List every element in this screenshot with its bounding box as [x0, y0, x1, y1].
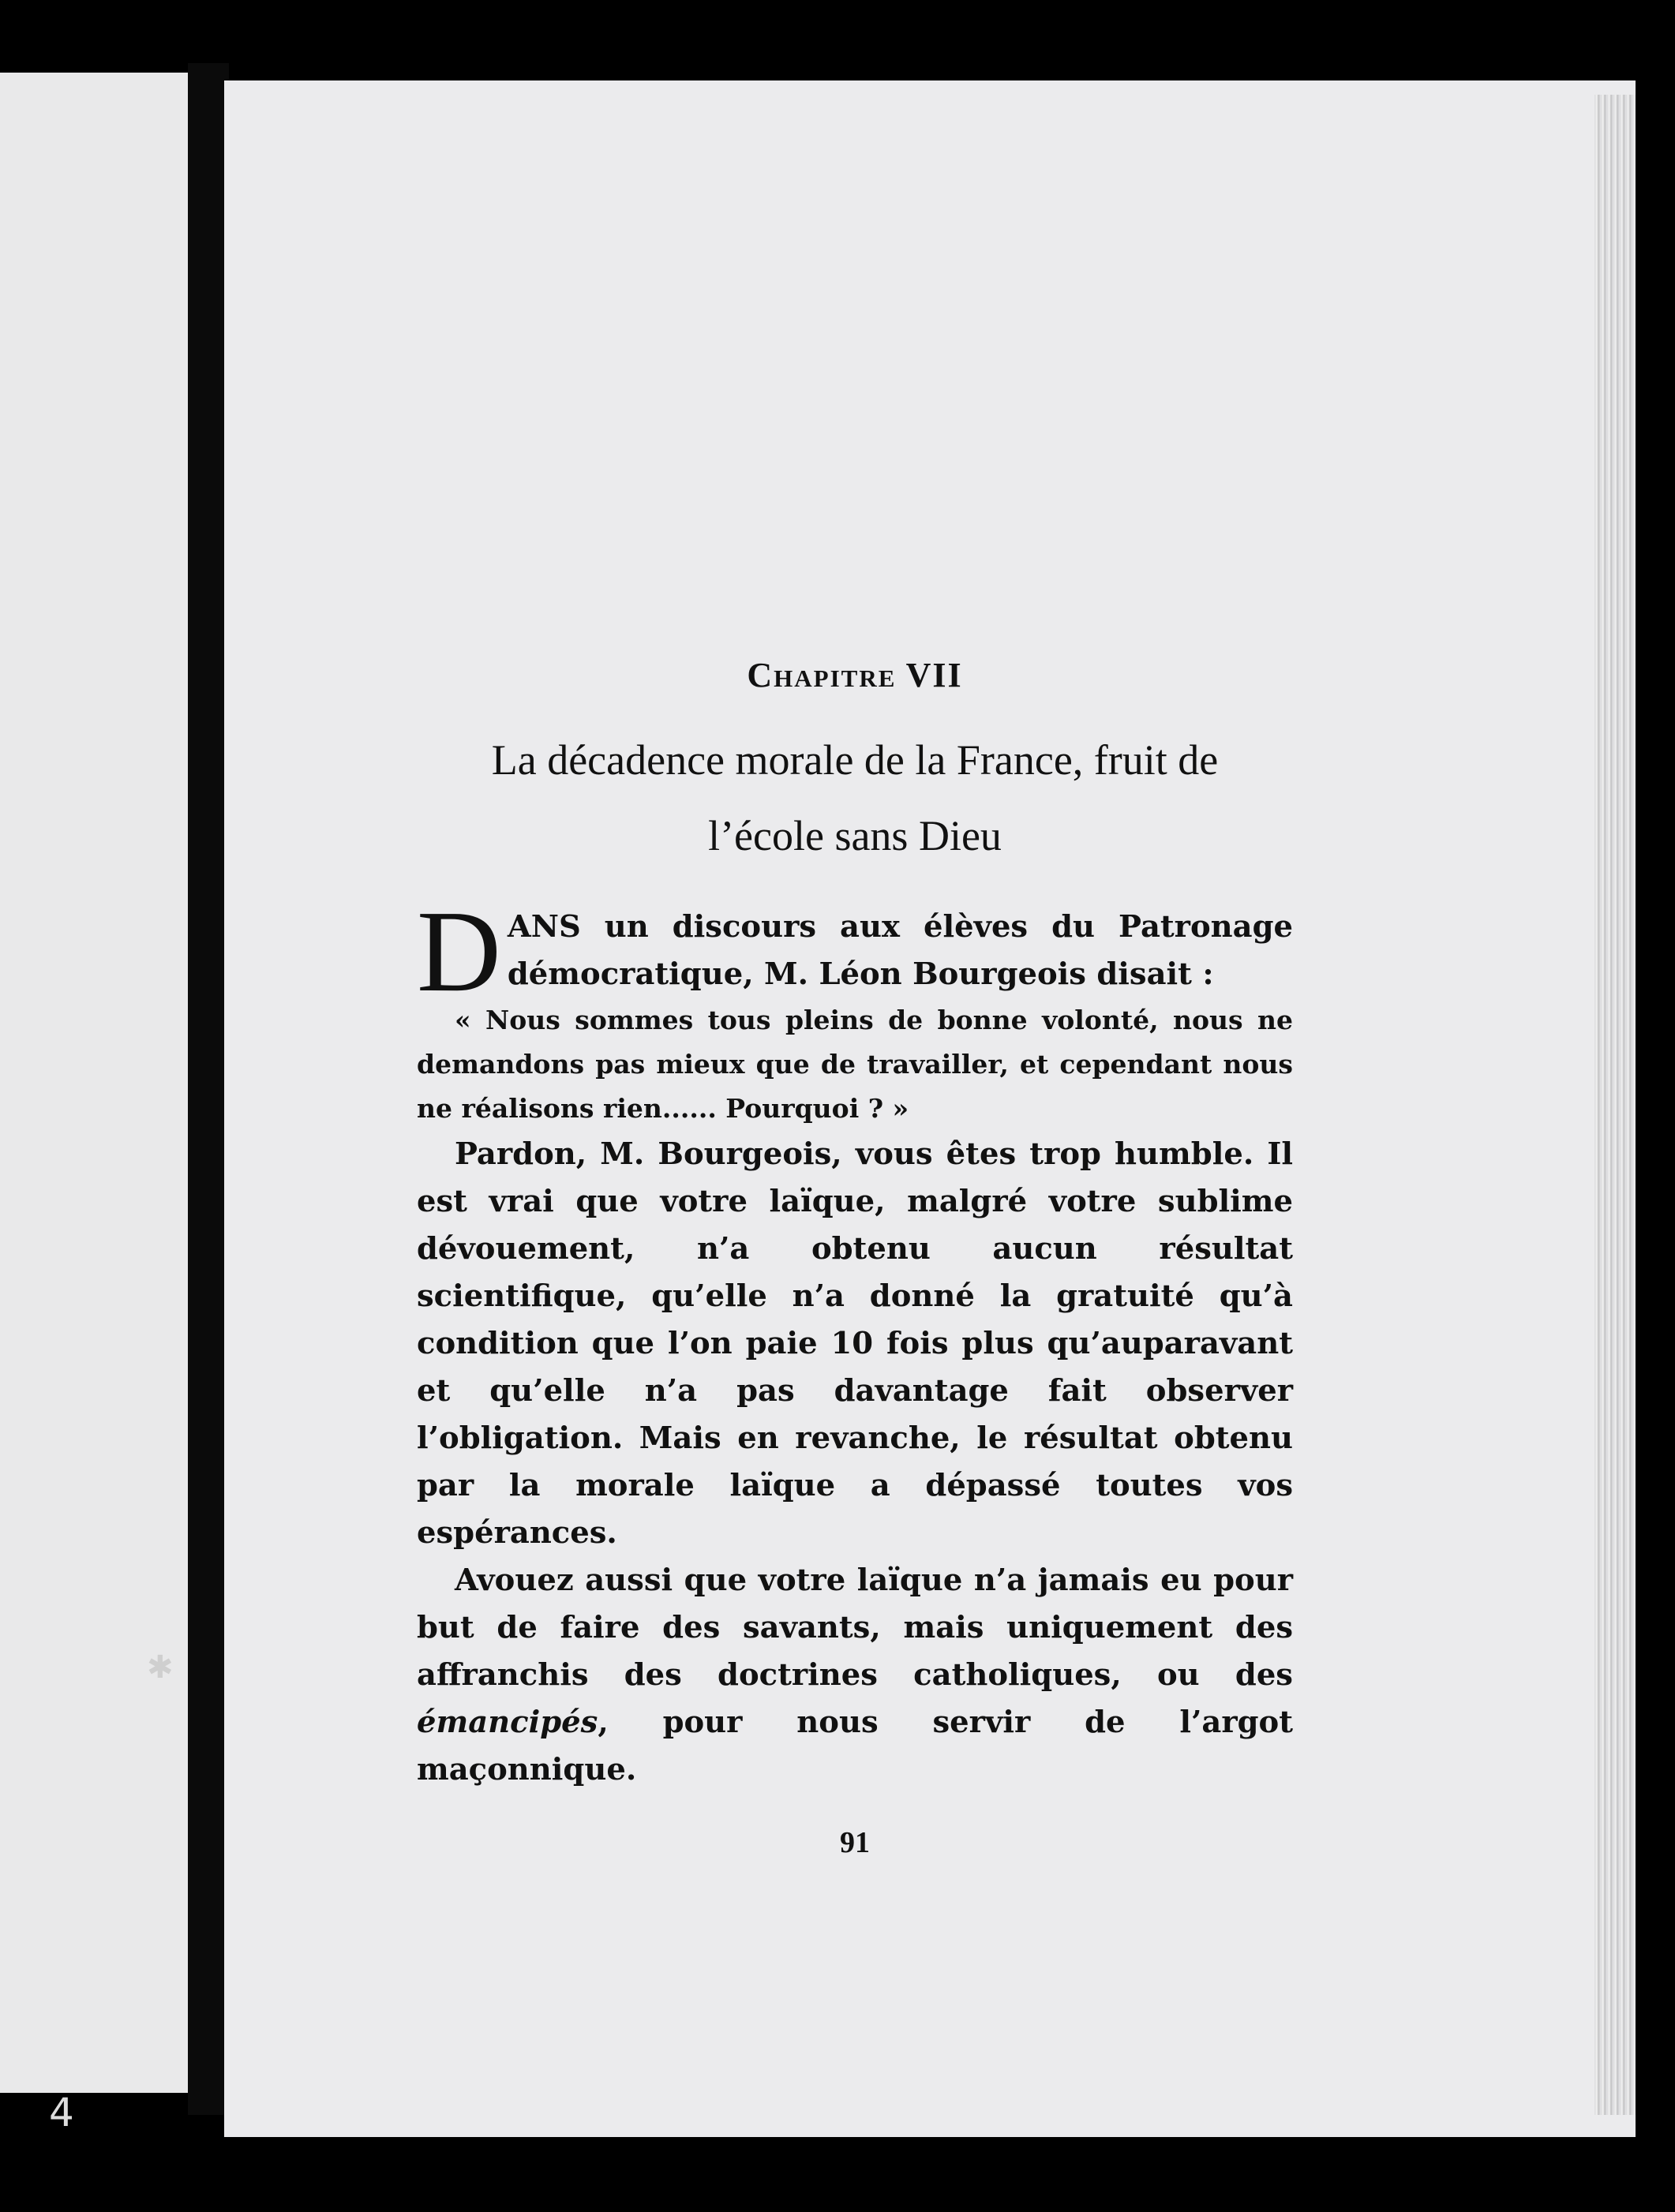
chapter-title-line-2: l’école sans Dieu — [708, 812, 1002, 859]
left-page-edge — [0, 73, 191, 2093]
paragraph-3-start: Avouez aussi que votre laïque n’a jamais eu pour but de faire des savants, mais uniquement des affranchis des doctrines catholiques, ou des — [417, 1563, 1293, 1693]
page-number: 91 — [840, 1826, 870, 1859]
paragraph-3-italic: émancipés — [417, 1705, 598, 1740]
opening-paragraph-text: ANS un discours aux élèves du Patronage démocratique, M. Léon Bourgeois disait : — [507, 909, 1293, 992]
book-spine — [188, 63, 229, 2115]
corner-mark: 4 — [49, 2090, 74, 2135]
opening-paragraph — [417, 887, 1293, 1016]
drop-cap: D — [417, 887, 501, 1016]
paragraph-3-end: , pour nous servir de l’argot maçonnique. — [417, 1705, 1293, 1787]
page-content — [417, 655, 1293, 1860]
page-stack-edge — [1594, 95, 1636, 2115]
paragraph-2: Pardon, M. Bourgeois, vous êtes trop humble. Il est vrai que votre laïque, malgré votre sublime dévouement, n’a obtenu aucun résultat scientifique, qu’elle n’a donné la gratuité qu’à condition que l’on paie 10 fois plus qu’auparavant et qu’elle n’a pas davantage fait observer l’obligation. Mais en revanche, le résultat obtenu par la morale laïque a dépassé toutes vos espérances. — [417, 1136, 1293, 1551]
quotation: « Nous sommes tous pleins de bonne volonté, nous ne demandons pas mieux que de travailler, et cependant nous ne réalisons rien...... Pourquoi ? » — [417, 1005, 1293, 1124]
scan-speck: ✱ — [147, 1649, 174, 1686]
chapter-title — [417, 722, 1293, 874]
paragraph-3 — [417, 1557, 1293, 1794]
chapter-label: Chapitre VII — [747, 656, 963, 694]
chapter-title-line-1: La décadence morale de la France, fruit de — [491, 736, 1219, 784]
